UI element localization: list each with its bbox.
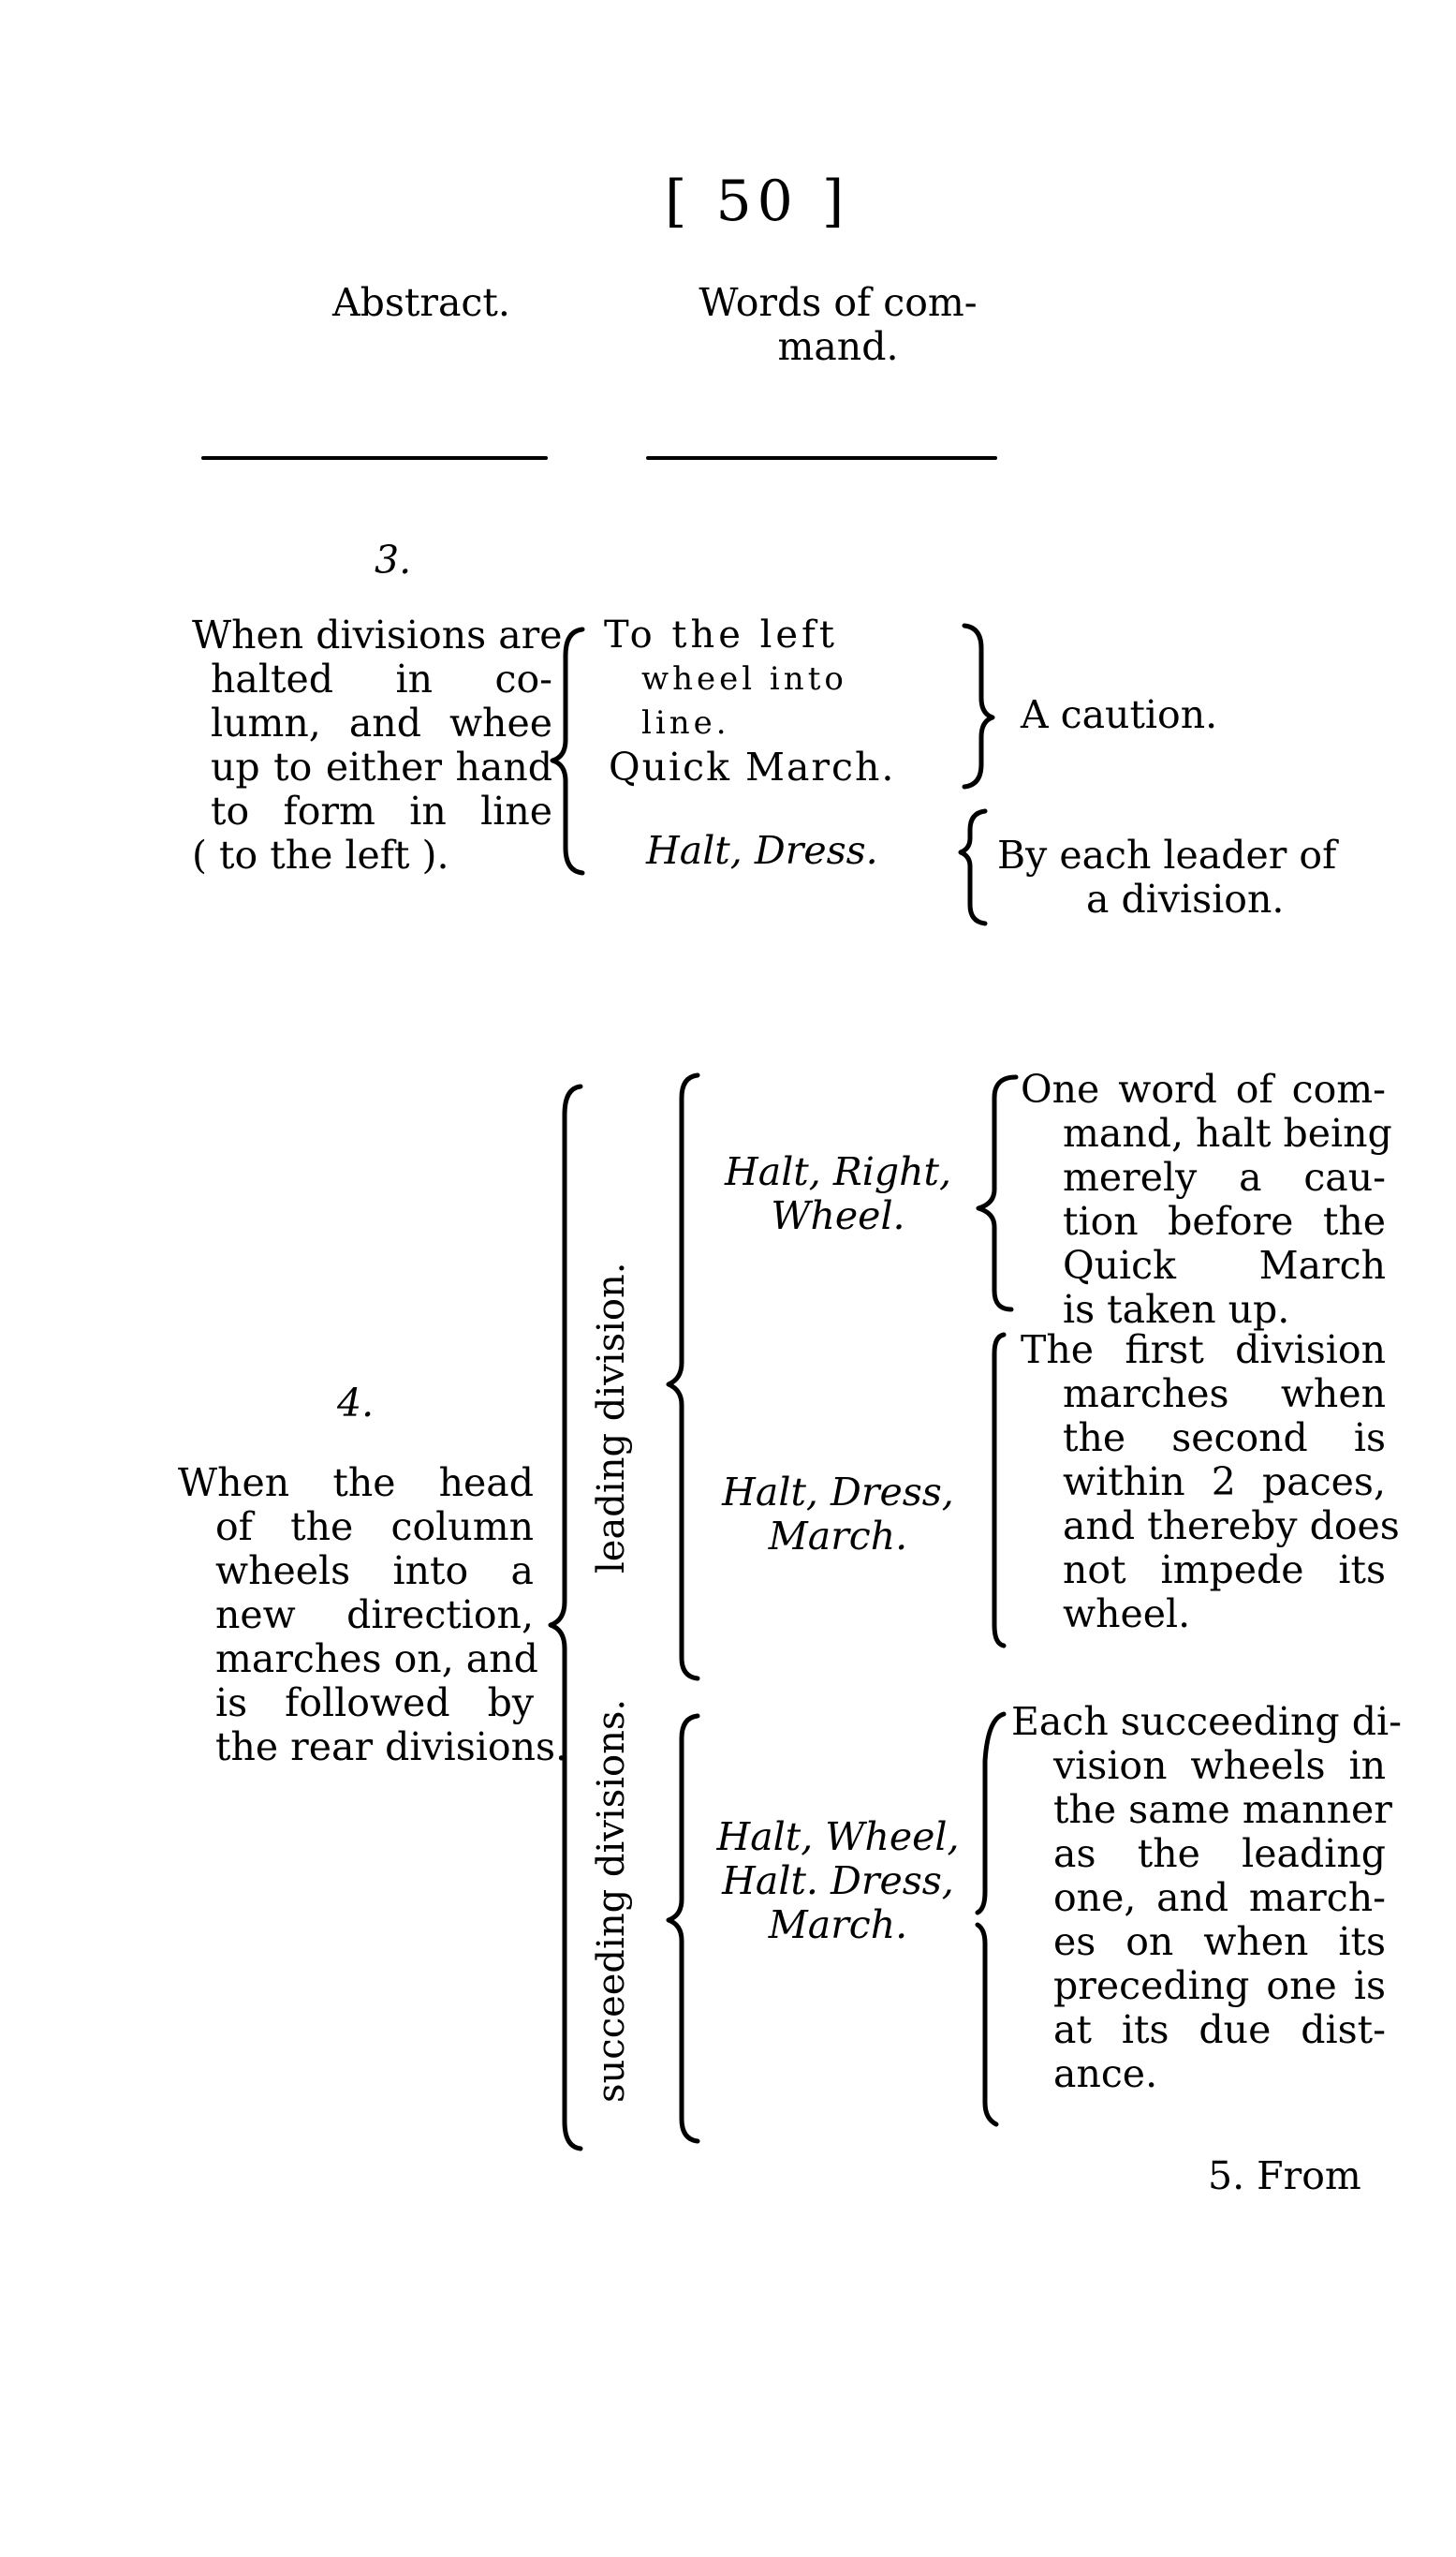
command-line: To the left <box>604 613 838 657</box>
abstract-line: When the head <box>178 1460 534 1505</box>
note-line: as the leading <box>1053 1831 1386 1876</box>
note-line: is taken up. <box>1063 1287 1290 1332</box>
command-line: line. <box>641 704 730 742</box>
abstract-header: Abstract. <box>332 280 510 325</box>
note-line: marches when <box>1063 1371 1386 1416</box>
abstract-line: of the column <box>215 1504 534 1549</box>
command-line: wheel into <box>641 660 847 698</box>
note-each-succeeding-division <box>1011 1699 1402 2096</box>
abstract-line: the rear divisions. <box>215 1724 568 1769</box>
page-number: [ 50 ] <box>665 169 850 234</box>
command-line: March. <box>768 1514 908 1559</box>
abstract-line: wheels into a <box>215 1548 534 1593</box>
header-line: Words of com- <box>699 280 978 325</box>
note-line: at its due dist- <box>1053 2007 1386 2052</box>
note-line: tion before the <box>1063 1199 1386 1244</box>
note-line: es on when its <box>1053 1919 1386 1964</box>
abstract-line: is followed by <box>215 1680 534 1725</box>
note-first-division <box>1021 1327 1400 1636</box>
command-line: Halt, Right, <box>725 1149 951 1194</box>
abstract-line: halted in co- <box>211 657 552 702</box>
note-line: the same manner <box>1053 1787 1392 1832</box>
note-line: preceding one is <box>1053 1963 1386 2008</box>
abstract-line: up to either hand <box>211 745 552 790</box>
command-halt-right-wheel <box>698 1150 978 1238</box>
command-line: Halt, Wheel, <box>716 1814 960 1859</box>
note-line: wheel. <box>1063 1591 1191 1636</box>
note-line: vision wheels in <box>1053 1743 1386 1788</box>
command-line: Halt. Dress, <box>722 1858 954 1903</box>
note-line: Each succeeding di- <box>1011 1699 1402 1744</box>
note-line: merely a cau- <box>1063 1155 1386 1200</box>
note-line: within 2 paces, <box>1063 1459 1386 1504</box>
section-3-number: 3. <box>375 538 412 583</box>
section-3-halt-dress: Halt, Dress. <box>646 828 878 873</box>
command-halt-wheel-halt-dress-march <box>688 1815 988 1947</box>
note-line: not impede its <box>1063 1547 1386 1592</box>
note-line: a division. <box>1086 877 1285 922</box>
note-line: By each leader of <box>997 833 1337 878</box>
note-line: ance. <box>1053 2051 1158 2096</box>
note-line: Quick March <box>1063 1243 1386 1288</box>
abstract-line: marches on, and <box>215 1636 538 1681</box>
abstract-line: lumn, and whee <box>211 701 552 746</box>
note-line: mand, halt being <box>1063 1111 1392 1156</box>
note-line: one, and march- <box>1053 1875 1386 1920</box>
abstract-line: to form in line <box>211 789 552 834</box>
abstract-line: ( to the left ). <box>192 833 449 878</box>
command-line: Wheel. <box>771 1193 905 1238</box>
note-one-word-of-command <box>1021 1067 1392 1332</box>
note-line: the second is <box>1063 1415 1386 1460</box>
label-leading-division: leading division. <box>590 1262 633 1574</box>
command-line: Quick March. <box>609 745 896 790</box>
section-3-command-note: A caution. <box>1021 692 1218 737</box>
header-line: mand. <box>777 324 899 369</box>
command-line: Halt, Dress, <box>722 1470 954 1515</box>
command-line: March. <box>768 1902 908 1947</box>
abstract-line: When divisions are <box>192 613 563 658</box>
note-line: and thereby does <box>1063 1503 1400 1548</box>
label-succeeding-divisions: succeeding divisions. <box>590 1698 633 2103</box>
catchword: 5. From <box>1208 2153 1361 2198</box>
note-line: The first division <box>1021 1327 1386 1372</box>
section-4-number: 4. <box>337 1381 375 1426</box>
abstract-line: new direction, <box>215 1592 534 1637</box>
command-halt-dress-march <box>698 1471 978 1559</box>
note-line: One word of com- <box>1021 1067 1386 1112</box>
